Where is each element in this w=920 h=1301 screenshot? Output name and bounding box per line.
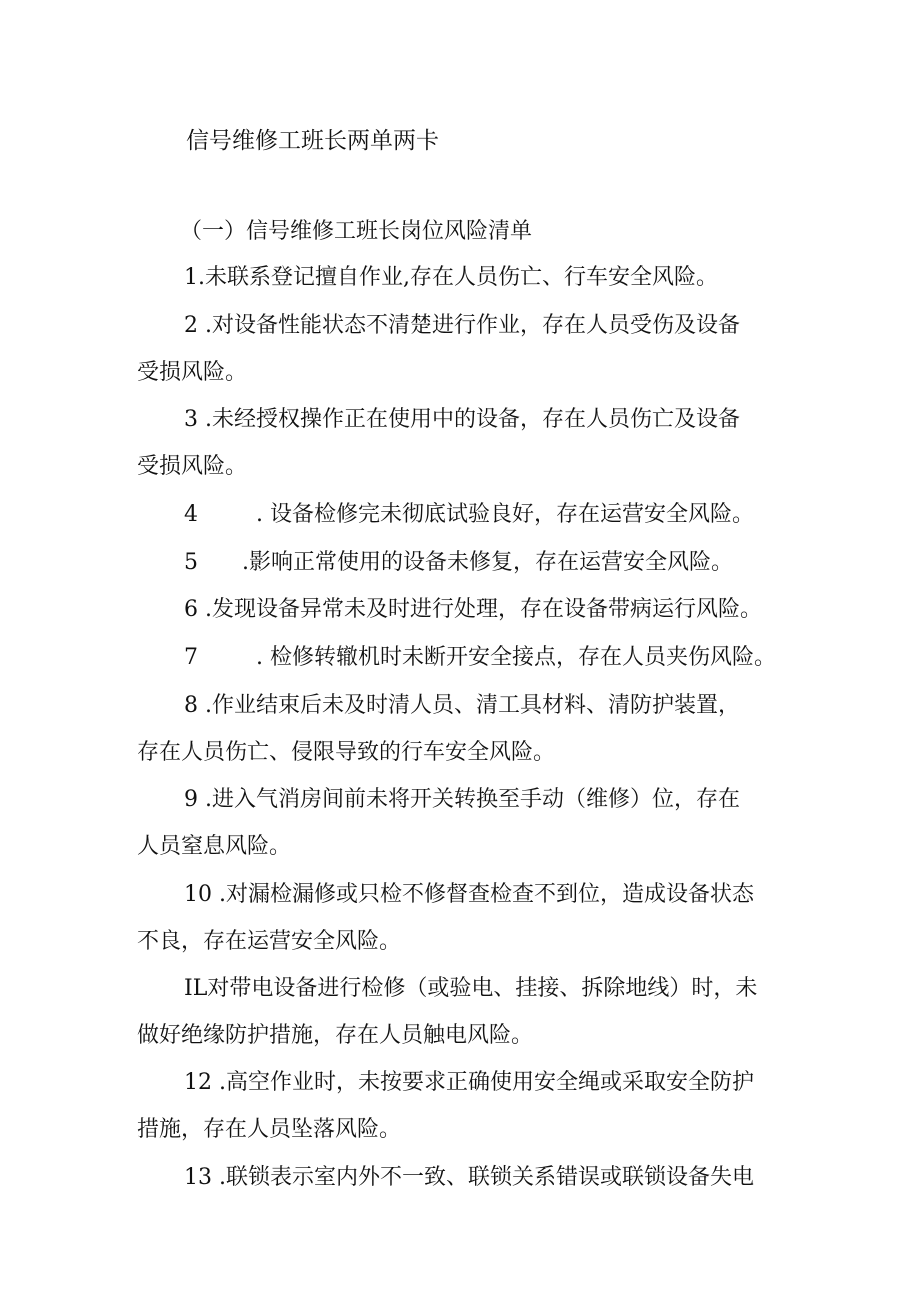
item-number: 3 . bbox=[184, 407, 212, 432]
item-line bbox=[137, 302, 797, 349]
item-continuation: 措施，存在人员坠落风险。 bbox=[137, 1117, 402, 1142]
item-number: 2 . bbox=[184, 313, 212, 338]
section-title: （一）信号维修工班长岗位风险清单 bbox=[180, 219, 533, 244]
list-item bbox=[137, 1059, 797, 1153]
list-item bbox=[137, 871, 797, 965]
item-line bbox=[137, 539, 797, 586]
item-text: 未经授权操作正在使用中的设备，存在人员伤亡及设备 bbox=[211, 407, 740, 432]
item-continuation: 存在人员伤亡、侵限导致的行车安全风险。 bbox=[137, 740, 556, 765]
list-item bbox=[137, 491, 797, 538]
item-text: 高空作业时，未按要求正确使用安全绳或采取安全防护 bbox=[225, 1070, 754, 1095]
item-continuation: 做好绝缘防护措施，存在人员触电风险。 bbox=[137, 1023, 534, 1048]
item-text: . 设备检修完未彻底试验良好，存在运营安全风险。 bbox=[256, 502, 754, 527]
item-line bbox=[137, 491, 797, 538]
item-text: 发现设备异常未及时进行处理，存在设备带病运行风险。 bbox=[211, 597, 762, 622]
item-number: 4 bbox=[184, 502, 198, 527]
item-continuation: 不良，存在运营安全风险。 bbox=[137, 929, 402, 954]
item-number: 13 . bbox=[184, 1165, 226, 1190]
document-title: 信号维修工班长两单两卡 bbox=[186, 128, 439, 154]
item-line bbox=[137, 871, 797, 918]
list-item bbox=[137, 1154, 797, 1201]
item-number: 9 . bbox=[184, 787, 212, 812]
item-line bbox=[137, 965, 797, 1012]
item-continuation: 人员窒息风险。 bbox=[137, 834, 292, 859]
list-item bbox=[137, 254, 797, 301]
list-item bbox=[137, 776, 797, 870]
item-text: 对设备性能状态不清楚进行作业，存在人员受伤及设备 bbox=[211, 313, 740, 338]
item-line bbox=[137, 1059, 797, 1106]
item-continuation: 受损风险。 bbox=[137, 360, 248, 385]
list-item bbox=[137, 634, 797, 681]
item-number: 10 . bbox=[184, 882, 226, 907]
item-number: 1. bbox=[184, 265, 205, 290]
item-line bbox=[137, 682, 797, 729]
list-item bbox=[137, 396, 797, 490]
item-text: 对漏检漏修或只检不修督查检查不到位，造成设备状态 bbox=[225, 882, 754, 907]
item-line bbox=[137, 254, 797, 301]
item-line bbox=[137, 634, 797, 681]
item-text: . 检修转辙机时未断开安全接点，存在人员夹伤风险。 bbox=[256, 645, 776, 670]
item-line bbox=[137, 396, 797, 443]
list-item bbox=[137, 302, 797, 396]
item-text: 联锁表示室内外不一致、联锁关系错误或联锁设备失电 bbox=[225, 1165, 754, 1190]
item-text: 进入气消房间前未将开关转换至手动（维修）位，存在 bbox=[211, 787, 740, 812]
item-continuation: 受损风险。 bbox=[137, 454, 248, 479]
item-number: 12 . bbox=[184, 1070, 226, 1095]
item-text: 对带电设备进行检修（或验电、挂接、拆除地线）时，未 bbox=[207, 976, 758, 1001]
item-line bbox=[137, 776, 797, 823]
item-number: IL bbox=[184, 976, 208, 1001]
list-item bbox=[137, 682, 797, 776]
item-number: 7 bbox=[184, 645, 198, 670]
item-number: 8 . bbox=[184, 693, 212, 718]
list-item bbox=[137, 539, 797, 586]
item-text: 作业结束后未及时清人员、清工具材料、清防护装置， bbox=[211, 693, 740, 718]
list-item bbox=[137, 586, 797, 633]
item-number: 5 bbox=[184, 550, 198, 575]
list-item bbox=[137, 965, 797, 1059]
item-line bbox=[137, 1154, 797, 1201]
item-text: 未联系登记擅自作业,存在人员伤亡、行车安全风险。 bbox=[205, 265, 718, 290]
item-number: 6 . bbox=[184, 597, 212, 622]
item-line bbox=[137, 586, 797, 633]
item-text: .影响正常使用的设备未修复，存在运营安全风险。 bbox=[242, 550, 733, 575]
